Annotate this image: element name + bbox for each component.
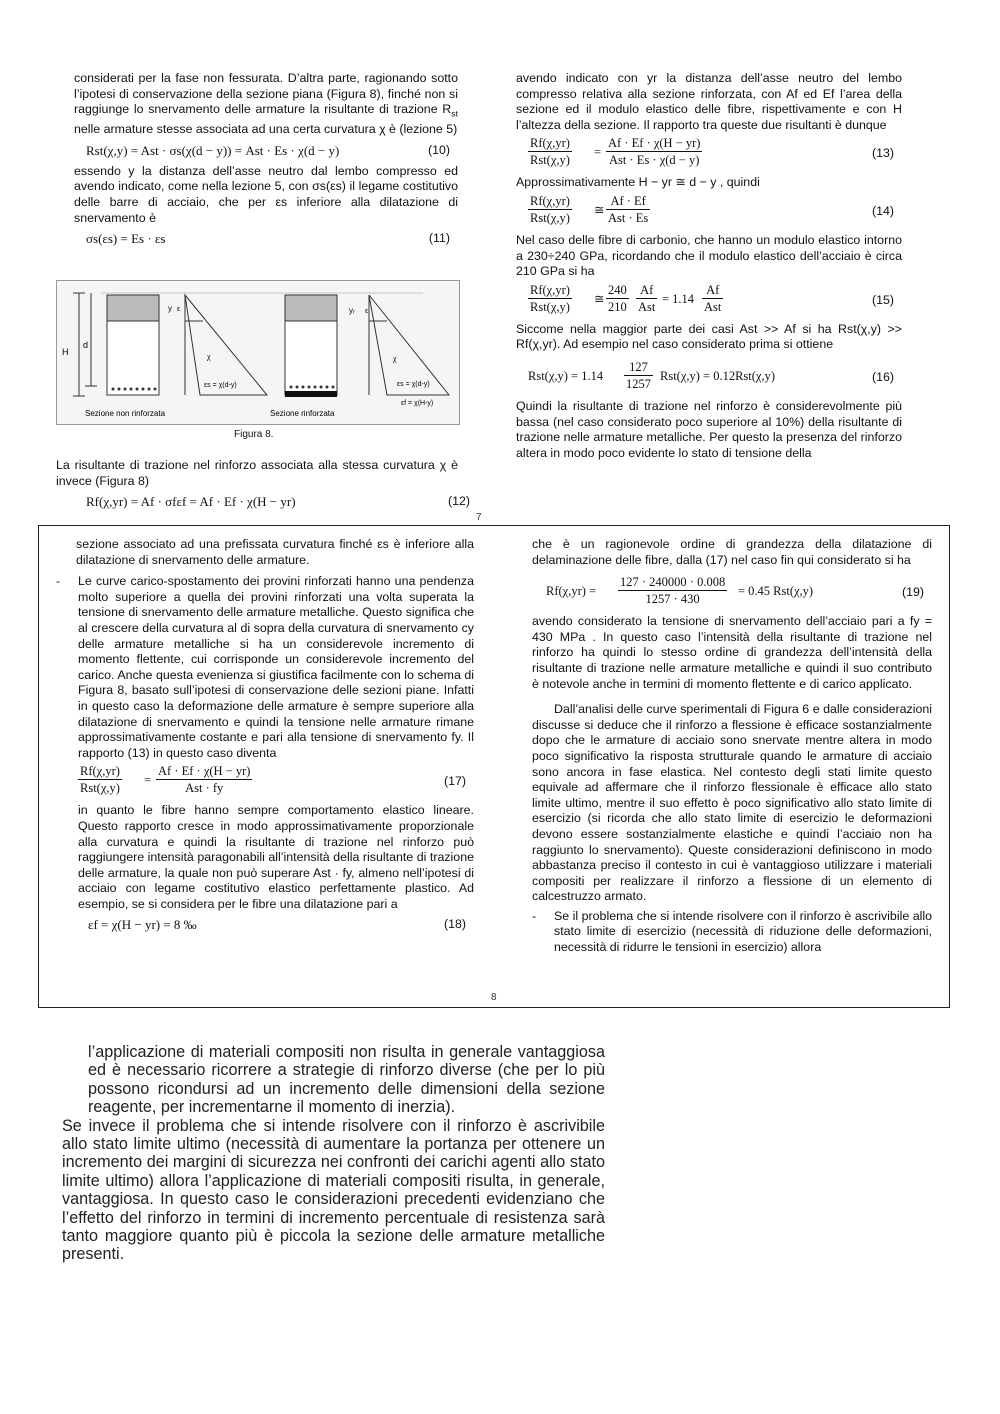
page-number: 8 (491, 992, 497, 1003)
equation-number: (19) (901, 585, 924, 600)
svg-text:d: d (83, 340, 89, 350)
fraction: $\frac{127 \cdot 240000 \cdot 0.008}{1257 \cdot 430}$ (620, 575, 726, 607)
svg-text:Sezione rinforzata: Sezione rinforzata (270, 409, 335, 418)
equation-body: Rf(χ,yr) = Af · σfεf = Af · Ef · χ(H − yr) (86, 494, 296, 510)
page7-left-column-bottom (56, 458, 470, 515)
equation-number: (18) (443, 917, 466, 932)
equation-body: Rst(χ,y) = Ast · σs(χ(d − y)) = Ast · Es · χ(d − y) (86, 142, 340, 158)
equation-13: Rf(χ,yr) Rst(χ,y) = Af · Ef · χ(H − yr) Ast · Es · χ(d − y) (13) (530, 136, 894, 168)
page8-left-column (56, 537, 474, 938)
equation-17: Rf(χ,yr) Rst(χ,y) = Af · Ef · χ(H − yr) Ast · fy (17) (80, 764, 466, 796)
equation-number: (14) (871, 203, 894, 218)
svg-text:χ: χ (393, 354, 397, 363)
bullet-item: - Le curve carico-spostamento dei provini rinforzati hanno una pendenza molto superiore a quella dei provini rinforzati una volta superata la tensione di snervamento delle armature metalliche. Questo significa che al crescere della curvatura al di sopra della curvatura di snervamento cy delle armature metalliche si ha un considerevole incremento di momento flettente, cui corrisponde un considerevole incremento del carico. Anche questa evenienza si giustifica facilmente con lo schema di Figura 8, basato sull’ipotesi di conservazione delle sezioni piane. Infatti in questo caso la deformazione delle armature è sempre superiore alla dilatazione di snervamento e quindi la tensione nelle armature rimane approssimativamente costante e pari alla tensione di snervamento fy. Il rapporto (13) in questo caso diventa Rf(χ,yr) Rst(χ,y) = Af · Ef · χ(H − yr) Ast · fy (17) in quanto le fibre hanno sempre comportamento elastico lineare. Questo rapporto cresce in modo approssimativamente proporzionale alla curvatura e quindi la risultante di trazione nel rinforzo può raggiungere intensità paragonabili all’intensità della risultante di trazione delle armature, la quale non può superare Ast · fy, almeno nell’ipotesi di acciaio con legame costitutivo elastico perfettamente plastico. Ad esempio, se si considera per le fibre una dilatazione pari a εf = χ(H − yr) = 8 ‰ (18) (56, 574, 474, 936)
equation-11 (74, 228, 458, 250)
paragraph: Approssimativamente H − yr ≅ d − y , quindi (516, 175, 760, 190)
paragraph: avendo indicato con yr la distanza dell’asse neutro del lembo compresso relativa alla sezione rinforzata, con Af ed Ef l’area della sezione ed il modulo elastico delle fibre, rispettivamente e con H l’altezza della sezione. Il rapporto tra queste due risultanti è dunque (516, 71, 902, 132)
fraction: Af · Ef · χ(H − yr) Ast · Es · χ(d − y) (608, 136, 701, 168)
svg-text:εs = χ(d-y): εs = χ(d-y) (397, 381, 430, 388)
page-number: 7 (476, 512, 482, 523)
page8-right-column (532, 537, 932, 956)
paragraph: Nel caso delle fibre di carbonio, che hanno un modulo elastico intorno a 230÷240 GPa, ricordando che il modulo elastico dell’acciaio è circa 210 GPa si ha (516, 232, 902, 279)
paragraph: essendo y la distanza dell’asse neutro dal lembo compresso ed avendo indicato, come nella lezione 5, con σs(εs) il legame costitutivo delle barre di acciaio, che per εs inferiore alla dilatazione di snervamento è (74, 163, 458, 225)
equation-14: Rf(χ,yr) Rst(χ,y) ≅ Af · Ef Ast · Es (14) (530, 193, 894, 225)
paragraph: Se invece il problema che si intende risolvere con il rinforzo è ascrivibile allo stato limite ultimo (necessità di aumentare la portanza per ottenere un incremento dei margini di sicurezza nei confronti dei carichi agenti allo stato limite ultimo) allora l’applicazione di materiali compositi risulta, in generale, vantaggiosa. In questo caso le considerazioni precedenti evidenziano che l’effetto del rinforzo in termini di incremento percentuale di resistenza sarà tanto maggiore quanto più è piccola la sezione delle armature metalliche presenti. (62, 1116, 605, 1264)
fraction: Rf(χ,yr) Rst(χ,y) (530, 282, 570, 314)
equation-number: (16) (871, 369, 894, 384)
paragraph: sezione associato ad una prefissata curvatura finché εs è inferiore alla dilatazione di snervamento delle armature. (76, 537, 474, 567)
equation-10 (74, 140, 458, 162)
equation-number: (13) (871, 146, 894, 161)
svg-text:ε: ε (365, 308, 369, 315)
equation-number: (15) (871, 292, 894, 307)
fraction: Af Ast (638, 282, 656, 314)
equation-body: εf = χ(H − yr) = 8 ‰ (88, 917, 197, 933)
paragraph: Siccome nella maggior parte dei casi Ast >> Af si ha Rst(χ,y) >> Rf(χ,yr). Ad esempio nel caso considerato prima si ottiene (516, 321, 902, 352)
equation-number: (10) (427, 142, 450, 157)
bullet-item: - Se il problema che si intende risolvere con il rinforzo è ascrivibile allo stato limite di esercizio (necessità di riduzione delle deformazioni, necessità di ridurre le tensioni in esercizio) allora (532, 908, 932, 955)
paragraph: l’applicazione di materiali compositi non risulta in generale vantaggiosa ed è necessario ricorrere a strategie di rinforzo diverse (che per lo più possono ricondursi ad un incremento delle dimensioni della sezione reagente, per incrementarne il momento di inerzia). (88, 1043, 605, 1117)
svg-text:y: y (168, 304, 172, 313)
paragraph: La risultante di trazione nel rinforzo associata alla stessa curvatura χ è invece (Figura 8) (56, 458, 458, 488)
equation-number: (11) (428, 231, 450, 246)
equation-19: Rf(χ,yr) = $\frac{127 \cdot 240000 \cdot 0.008}{1257 \cdot 430}$ = 0.45 Rst(χ,y) (19) (546, 575, 924, 607)
svg-text:εf = χ(H-y): εf = χ(H-y) (401, 400, 434, 407)
page7-left-column (74, 71, 458, 252)
fraction: Rf(χ,yr) Rst(χ,y) (80, 764, 120, 796)
equation-number: (12) (447, 494, 470, 509)
equation-16: Rst(χ,y) = 1.14 $\frac{127}{1257}$ Rst(χ,y) = 0.12Rst(χ,y) (16) (528, 359, 894, 391)
figure-8 (56, 280, 460, 425)
equation-body: σs(εs) = Es · εs (86, 231, 166, 247)
svg-text:εs = χ(d-y): εs = χ(d-y) (204, 382, 237, 389)
equation-15: Rf(χ,yr) Rst(χ,y) ≅ $\frac{240}{210}$ Af Ast = 1.14 Af Ast (15) (530, 282, 894, 314)
fraction: Rf(χ,yr) Rst(χ,y) (530, 193, 570, 225)
page-fragment-bottom (62, 1043, 605, 1264)
fraction: $\frac{240}{210}$ (608, 282, 627, 314)
paragraph: considerati per la fase non fessurata. D’altra parte, ragionando sotto l’ipotesi di conservazione della sezione piana (Figura 8), finché non si raggiunge lo snervamento delle armature la risultante di trazione $R_{st}$ nelle armature stesse associata ad una certa curvatura χ è (lezione 5) (74, 71, 458, 137)
paragraph: che è un ragionevole ordine di grandezza della dilatazione di delaminazione delle fibre, dalla (17) nel caso fin qui considerato si ha (532, 537, 932, 567)
paragraph: avendo considerato la tensione di snervamento dell’acciaio pari a fy = 430 MPa . In questo caso l’intensità della risultante di trazione nel rinforzo ha quindi lo stesso ordine di grandezza dell’intensità della risultante di trazione nelle armature metalliche e quindi il suo contributo è notevole anche in termini di momento flettente e di carico applicato. (532, 614, 932, 691)
page7-right-column (516, 71, 902, 461)
fraction: Af Ast (704, 282, 722, 314)
svg-text:ε: ε (177, 306, 181, 313)
equation-18 (78, 914, 474, 936)
svg-text:H: H (62, 347, 69, 357)
fraction: Rf(χ,yr) Rst(χ,y) (530, 136, 570, 168)
fraction: Af · Ef Ast · Es (608, 193, 649, 225)
fraction: $\frac{127}{1257}$ (626, 359, 651, 391)
paragraph: Dall’analisi delle curve sperimentali di Figura 6 e dalle considerazioni discusse si deduce che il rinforzo a flessione è efficace sostanzialmente dopo che le armature di acciaio sono snervate mentre altera in modo poco significativo la risposta strutturale quando le armature di acciaio sono ancora in fase elastica. Nel contesto degli stati limite questo equivale ad affermare che il rinforzo flessionale è efficace allo stato limite ultimo, mentre il suo effetto è poco significativo allo stato limite di esercizio (si ricorda che allo stato limite di esercizio le deformazioni devono essere sostanzialmente elastiche e quindi l’acciaio non ha raggiunto lo snervamento). Queste considerazioni definiscono in modo abbastanza preciso il contesto in cui è vantaggioso utilizzare i materiali compositi per realizzare il rinforzo a flessione di un elemento di calcestruzzo armato. (532, 702, 932, 904)
paragraph: Quindi la risultante di trazione nel rinforzo è considerevolmente più bassa (nel caso considerato poco superiore al 10%) della risultante di trazione nelle armature metalliche. Per questo la presenza del rinforzo altera in modo poco evidente lo stato di tensione della (516, 398, 902, 460)
equation-12 (74, 491, 470, 513)
svg-text:Sezione non rinforzata: Sezione non rinforzata (85, 409, 166, 418)
svg-text:yᵣ: yᵣ (349, 306, 355, 315)
section-diagram (57, 281, 461, 426)
svg-text:χ: χ (207, 352, 211, 361)
equation-number: (17) (443, 774, 466, 789)
fraction: Af · Ef · χ(H − yr) Ast · fy (158, 764, 251, 796)
figure-caption: Figura 8. (234, 429, 274, 440)
